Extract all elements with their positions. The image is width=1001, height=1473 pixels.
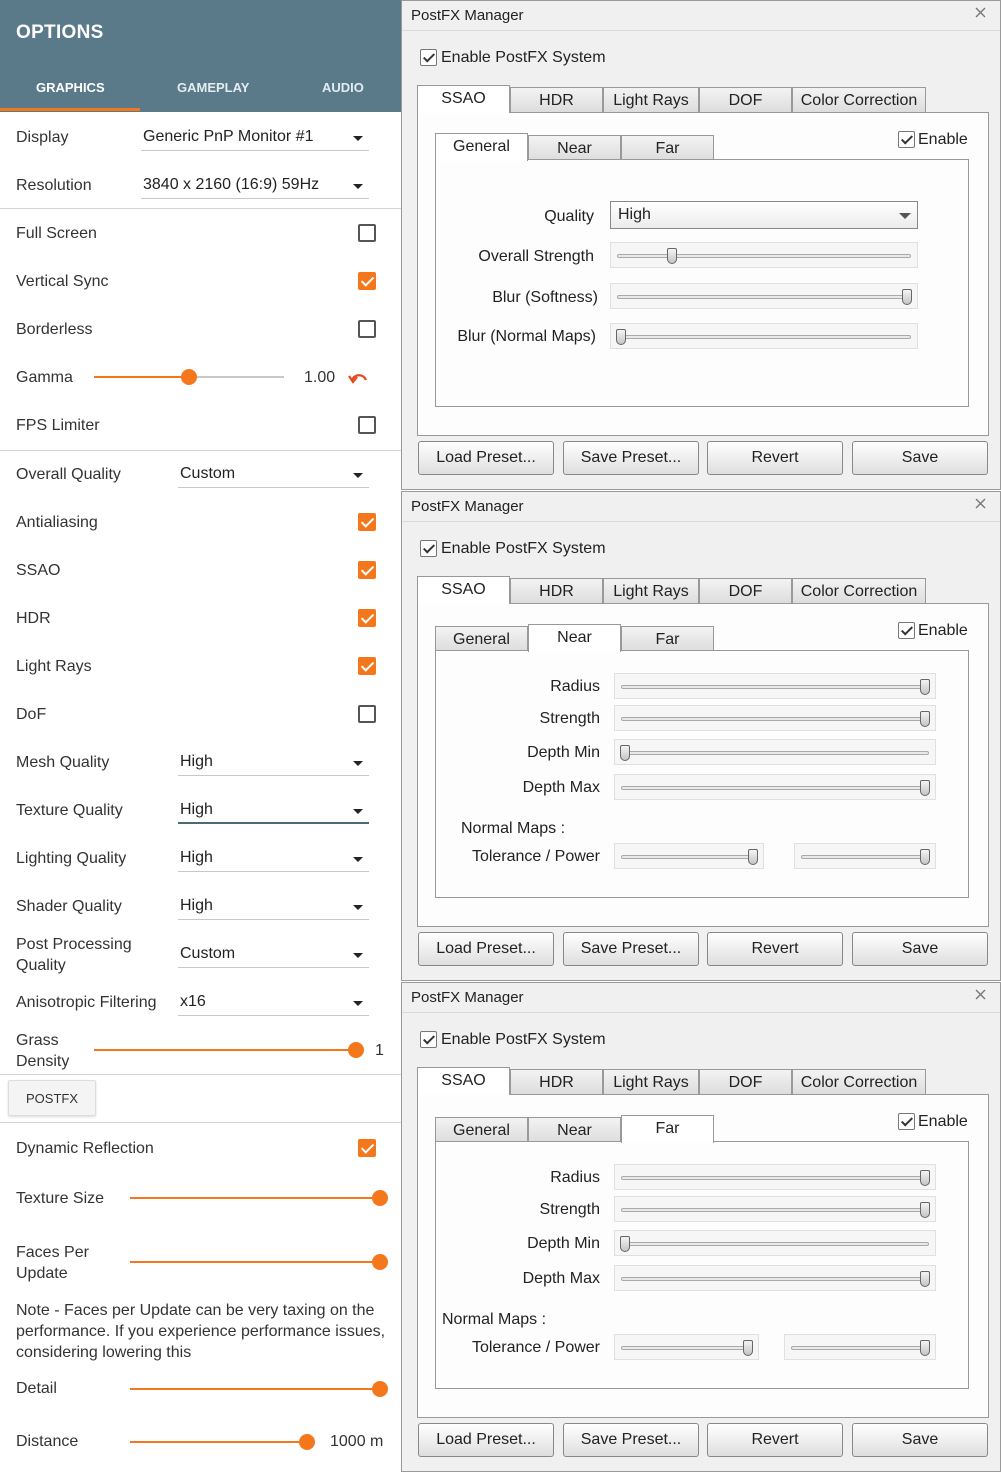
reset-icon[interactable]: [347, 368, 371, 386]
save-button[interactable]: Save: [852, 441, 988, 475]
tab-graphics[interactable]: GRAPHICS: [36, 80, 105, 95]
grass-density-slider[interactable]: [94, 1049, 356, 1051]
overall-quality-value: Custom: [180, 465, 236, 482]
slider-thumb[interactable]: [620, 1236, 630, 1252]
texture-quality-label: Texture Quality: [16, 802, 123, 819]
general-panel: [435, 159, 969, 407]
tab-color-correction[interactable]: Color Correction: [792, 1069, 926, 1095]
hdr-label: HDR: [16, 610, 51, 627]
slider-thumb[interactable]: [667, 248, 677, 264]
label-line: Density: [16, 1053, 70, 1070]
anisotropic-filtering-dropdown[interactable]: [178, 992, 369, 1016]
enable-postfx-system-label: Enable PostFX System: [441, 49, 606, 66]
slider-fill: [94, 376, 189, 378]
chevron-down-icon: [353, 473, 363, 478]
quality-label: Quality: [544, 208, 594, 225]
window-titlebar: [402, 983, 1000, 1013]
depth-max-label: Depth Max: [522, 779, 600, 796]
lighting-quality-dropdown[interactable]: [178, 848, 369, 872]
window-titlebar: [402, 1, 1000, 31]
subtab-near[interactable]: Near: [528, 1117, 621, 1143]
tab-dof[interactable]: DOF: [699, 87, 792, 113]
depth-min-label: Depth Min: [527, 744, 600, 761]
light-rays-checkbox[interactable]: [358, 657, 376, 675]
slider-groove: [621, 1346, 752, 1350]
post-processing-quality-dropdown[interactable]: [178, 944, 369, 968]
gamma-slider[interactable]: [94, 376, 284, 378]
checkbox-box: [898, 1113, 915, 1130]
strength-slider[interactable]: [614, 1196, 936, 1222]
slider-thumb[interactable]: [920, 780, 930, 796]
save-preset-button[interactable]: Save Preset...: [563, 932, 699, 966]
slider-thumb[interactable]: [748, 849, 758, 865]
checkbox-box: [898, 622, 915, 639]
display-dropdown[interactable]: [141, 127, 369, 151]
light-rays-label: Light Rays: [16, 658, 92, 675]
ssao-panel: [417, 603, 989, 927]
slider-thumb[interactable]: [920, 849, 930, 865]
slider-thumb[interactable]: [920, 1170, 930, 1186]
ssao-panel: [417, 1094, 989, 1418]
detail-slider[interactable]: [130, 1388, 380, 1390]
tolerance-power-label: Tolerance / Power: [471, 1339, 600, 1356]
revert-button[interactable]: Revert: [707, 932, 843, 966]
radius-label: Radius: [550, 678, 600, 695]
depth-max-label: Depth Max: [522, 1270, 600, 1287]
power-slider[interactable]: [794, 843, 936, 869]
mesh-quality-value: High: [180, 753, 213, 770]
near-panel: [435, 650, 969, 898]
dynamic-reflection-label: Dynamic Reflection: [16, 1140, 154, 1157]
vertical-sync-label: Vertical Sync: [16, 273, 109, 290]
blur-normal-maps-slider[interactable]: [610, 323, 918, 349]
tab-ssao[interactable]: SSAO: [417, 576, 510, 604]
grass-density-label: [16, 1030, 69, 1072]
chevron-down-icon: [353, 136, 363, 141]
checkbox-box: [898, 131, 915, 148]
tolerance-slider[interactable]: [614, 1334, 759, 1360]
tab-ssao[interactable]: SSAO: [417, 1067, 510, 1095]
postfx-window-near: [401, 491, 1001, 981]
load-preset-button[interactable]: Load Preset...: [418, 441, 554, 475]
enable-postfx-system-label: Enable PostFX System: [441, 540, 606, 557]
faces-per-update-note: Note - Faces per Update can be very taxing on the performance. If you experience performance issues, considering lowering this: [16, 1302, 386, 1361]
blur-softness-label: Blur (Softness): [492, 289, 598, 306]
resolution-value: 3840 x 2160 (16:9) 59Hz: [143, 176, 320, 193]
faces-per-update-label: [16, 1242, 89, 1284]
revert-button[interactable]: Revert: [707, 1423, 843, 1457]
slider-knob[interactable]: [372, 1190, 388, 1206]
enable-label: Enable: [918, 622, 968, 639]
distance-slider[interactable]: [130, 1441, 307, 1443]
texture-quality-value: High: [180, 801, 213, 818]
chevron-down-icon: [899, 213, 911, 219]
radius-label: Radius: [550, 1169, 600, 1186]
radius-slider[interactable]: [614, 1164, 936, 1190]
post-processing-quality-label: [16, 934, 132, 976]
enable-label: Enable: [918, 1113, 968, 1130]
window-title: PostFX Manager: [411, 989, 524, 1006]
tab-dof[interactable]: DOF: [699, 578, 792, 604]
chevron-down-icon: [353, 857, 363, 862]
slider-fill: [130, 1388, 380, 1390]
chevron-down-icon: [353, 1001, 363, 1006]
strength-label: Strength: [539, 1201, 600, 1218]
enable-label: Enable: [918, 131, 968, 148]
checkbox-box: [420, 540, 437, 557]
slider-thumb[interactable]: [920, 679, 930, 695]
shader-quality-label: Shader Quality: [16, 898, 122, 915]
slider-groove: [617, 335, 911, 339]
subtab-far[interactable]: Far: [621, 1115, 714, 1143]
antialiasing-label: Antialiasing: [16, 514, 98, 531]
window-titlebar: [402, 492, 1000, 522]
slider-groove: [617, 295, 911, 299]
slider-knob[interactable]: [372, 1254, 388, 1270]
tab-dof[interactable]: DOF: [699, 1069, 792, 1095]
label-line: Quality: [16, 957, 66, 974]
subtab-far[interactable]: Far: [621, 626, 714, 652]
radius-slider[interactable]: [614, 673, 936, 699]
slider-groove: [621, 1242, 929, 1246]
subtab-general[interactable]: General: [435, 133, 528, 161]
depth-max-slider[interactable]: [614, 1265, 936, 1291]
full-screen-checkbox[interactable]: [358, 224, 376, 242]
enable-postfx-system-label: Enable PostFX System: [441, 1031, 606, 1048]
normal-maps-label: Normal Maps :: [442, 1311, 547, 1328]
gamma-label: Gamma: [16, 369, 73, 386]
faces-per-update-slider[interactable]: [130, 1261, 380, 1263]
slider-thumb[interactable]: [902, 289, 912, 305]
tab-hdr[interactable]: HDR: [510, 578, 603, 604]
active-tab-indicator: [0, 108, 140, 111]
overall-quality-label: Overall Quality: [16, 466, 121, 483]
chevron-down-icon: [353, 953, 363, 958]
subtab-far[interactable]: Far: [621, 135, 714, 161]
lighting-quality-value: High: [180, 849, 213, 866]
hdr-checkbox[interactable]: [358, 609, 376, 627]
slider-fill: [130, 1197, 380, 1199]
fps-limiter-checkbox[interactable]: [358, 416, 376, 434]
antialiasing-checkbox[interactable]: [358, 513, 376, 531]
depth-min-slider[interactable]: [614, 1230, 936, 1256]
texture-size-slider[interactable]: [130, 1197, 380, 1199]
tab-ssao[interactable]: SSAO: [417, 85, 510, 113]
subtab-near[interactable]: Near: [528, 624, 621, 652]
tab-color-correction[interactable]: Color Correction: [792, 578, 926, 604]
chevron-down-icon: [353, 809, 363, 814]
ssao-checkbox[interactable]: [358, 561, 376, 579]
slider-fill: [130, 1261, 380, 1263]
borderless-label: Borderless: [16, 321, 93, 338]
chevron-down-icon: [353, 761, 363, 766]
postfx-button[interactable]: POSTFX: [8, 1080, 96, 1116]
dof-label: DoF: [16, 706, 47, 723]
slider-knob[interactable]: [299, 1434, 315, 1450]
load-preset-button[interactable]: Load Preset...: [418, 932, 554, 966]
slider-thumb[interactable]: [920, 711, 930, 727]
slider-groove: [791, 1346, 929, 1350]
dof-checkbox[interactable]: [358, 705, 376, 723]
slider-knob[interactable]: [348, 1042, 364, 1058]
overall-strength-slider[interactable]: [610, 242, 918, 268]
post-processing-quality-value: Custom: [180, 945, 236, 962]
slider-groove: [621, 1208, 929, 1212]
overall-quality-dropdown[interactable]: [178, 464, 369, 488]
slider-thumb[interactable]: [920, 1340, 930, 1356]
grass-density-value: 1: [375, 1042, 384, 1059]
gamma-value: 1.00: [304, 369, 336, 386]
close-icon[interactable]: [973, 987, 989, 1003]
strength-label: Strength: [539, 710, 600, 727]
depth-min-label: Depth Min: [527, 1235, 600, 1252]
tab-color-correction[interactable]: Color Correction: [792, 87, 926, 113]
texture-quality-dropdown[interactable]: [178, 800, 369, 824]
slider-groove: [621, 717, 929, 721]
full-screen-label: Full Screen: [16, 225, 97, 242]
fps-limiter-label: FPS Limiter: [16, 417, 100, 434]
label-line: Post Processing: [16, 936, 132, 953]
options-title: OPTIONS: [16, 22, 104, 43]
revert-button[interactable]: Revert: [707, 441, 843, 475]
checkbox-box: [420, 1031, 437, 1048]
window-title: PostFX Manager: [411, 7, 524, 24]
shader-quality-dropdown[interactable]: [178, 896, 369, 920]
anisotropic-filtering-label: Anisotropic Filtering: [16, 994, 157, 1011]
slider-groove: [621, 786, 929, 790]
normal-maps-label: Normal Maps :: [461, 820, 566, 837]
divider: [0, 450, 401, 451]
window-title: PostFX Manager: [411, 498, 524, 515]
overall-strength-label: Overall Strength: [478, 248, 594, 265]
tab-gameplay[interactable]: GAMEPLAY: [177, 80, 250, 95]
slider-groove: [621, 685, 929, 689]
label-line: Grass: [16, 1032, 59, 1049]
quality-value: High: [618, 206, 651, 223]
quality-select[interactable]: [610, 201, 918, 229]
far-panel: [435, 1141, 969, 1389]
tab-light-rays[interactable]: Light Rays: [603, 1069, 699, 1095]
close-icon[interactable]: [973, 5, 989, 21]
slider-thumb[interactable]: [743, 1340, 753, 1356]
tab-light-rays[interactable]: Light Rays: [603, 87, 699, 113]
load-preset-button[interactable]: Load Preset...: [418, 1423, 554, 1457]
blur-softness-slider[interactable]: [610, 283, 918, 309]
subtab-general[interactable]: General: [435, 1117, 528, 1143]
slider-knob[interactable]: [181, 369, 197, 385]
slider-groove: [621, 751, 929, 755]
tolerance-slider[interactable]: [614, 843, 764, 869]
subtab-near[interactable]: Near: [528, 135, 621, 161]
slider-groove: [617, 254, 911, 258]
label-line: Update: [16, 1265, 68, 1282]
slider-knob[interactable]: [372, 1381, 388, 1397]
texture-size-label: Texture Size: [16, 1190, 105, 1207]
resolution-label: Resolution: [16, 177, 92, 194]
power-slider[interactable]: [784, 1334, 936, 1360]
resolution-dropdown[interactable]: [141, 175, 369, 199]
distance-label: Distance: [16, 1433, 79, 1450]
blur-normal-maps-label: Blur (Normal Maps): [457, 328, 596, 345]
checkbox-box: [420, 49, 437, 66]
slider-fill: [130, 1441, 307, 1443]
label-line: Faces Per: [16, 1244, 89, 1261]
shader-quality-value: High: [180, 897, 213, 914]
slider-fill: [94, 1049, 356, 1051]
save-button[interactable]: Save: [852, 932, 988, 966]
mesh-quality-label: Mesh Quality: [16, 754, 110, 771]
display-label: Display: [16, 129, 69, 146]
slider-thumb[interactable]: [920, 1271, 930, 1287]
lighting-quality-label: Lighting Quality: [16, 850, 127, 867]
save-preset-button[interactable]: Save Preset...: [563, 441, 699, 475]
tolerance-power-label: Tolerance / Power: [471, 848, 600, 865]
mesh-quality-dropdown[interactable]: [178, 752, 369, 776]
display-value: Generic PnP Monitor #1: [143, 128, 314, 145]
tab-light-rays[interactable]: Light Rays: [603, 578, 699, 604]
depth-max-slider[interactable]: [614, 774, 936, 800]
slider-thumb[interactable]: [920, 1202, 930, 1218]
chevron-down-icon: [353, 905, 363, 910]
borderless-checkbox[interactable]: [358, 320, 376, 338]
tab-hdr[interactable]: HDR: [510, 87, 603, 113]
options-panel: [0, 0, 401, 1473]
tab-hdr[interactable]: HDR: [510, 1069, 603, 1095]
postfx-window-far: [401, 982, 1001, 1472]
chevron-down-icon: [353, 184, 363, 189]
options-header: [0, 0, 401, 112]
distance-value: 1000 m: [330, 1433, 384, 1450]
slider-thumb[interactable]: [620, 745, 630, 761]
vertical-sync-checkbox[interactable]: [358, 272, 376, 290]
detail-label: Detail: [16, 1380, 57, 1397]
divider: [0, 208, 401, 209]
slider-groove: [621, 1176, 929, 1180]
ssao-label: SSAO: [16, 562, 61, 579]
slider-groove: [621, 855, 757, 859]
divider: [0, 1074, 401, 1075]
dynamic-reflection-checkbox[interactable]: [358, 1139, 376, 1157]
save-preset-button[interactable]: Save Preset...: [563, 1423, 699, 1457]
tab-audio[interactable]: AUDIO: [322, 80, 364, 95]
slider-groove: [621, 1277, 929, 1281]
depth-min-slider[interactable]: [614, 739, 936, 765]
slider-thumb[interactable]: [616, 329, 626, 345]
divider: [0, 1122, 401, 1123]
postfx-window-general: [401, 0, 1001, 490]
strength-slider[interactable]: [614, 705, 936, 731]
ssao-panel: [417, 112, 989, 436]
anisotropic-filtering-value: x16: [180, 993, 206, 1010]
close-icon[interactable]: [973, 496, 989, 512]
subtab-general[interactable]: General: [435, 626, 528, 652]
slider-groove: [801, 855, 929, 859]
save-button[interactable]: Save: [852, 1423, 988, 1457]
